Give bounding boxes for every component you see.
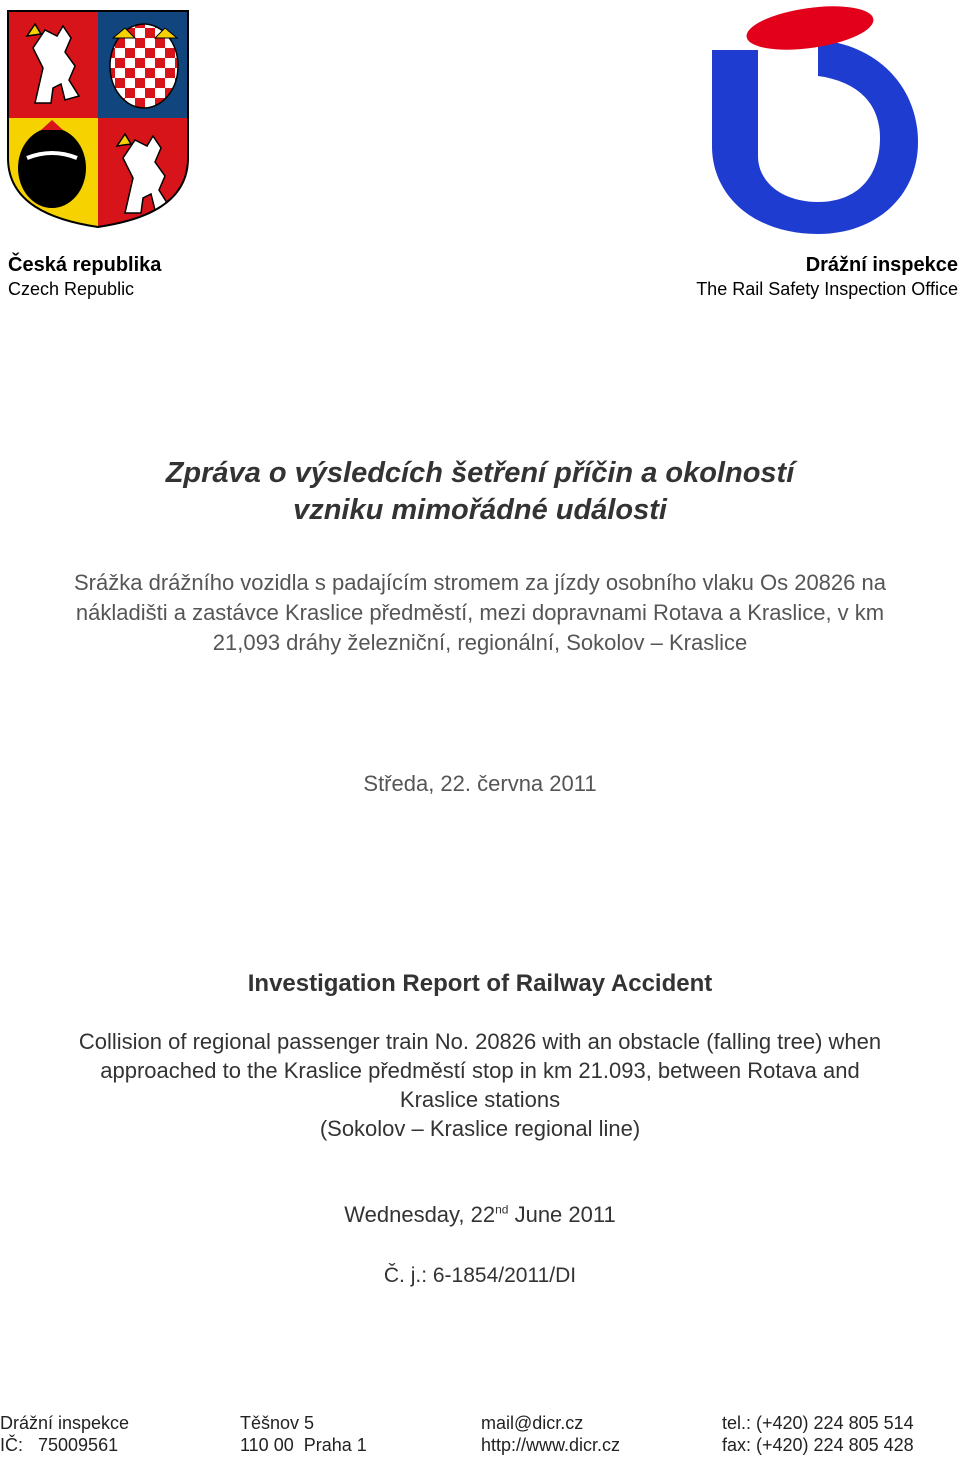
footer-org-id: IČ: 75009561 [0, 1435, 119, 1455]
footer-col-organization [0, 1412, 129, 1456]
report-title-cz-line1: Zpráva o výsledcích šetření příčin a okolností [165, 457, 795, 489]
header-right [628, 253, 958, 301]
report-description-en [0, 1027, 960, 1143]
footer-street: Těšnov 5 [240, 1413, 315, 1433]
report-title-en: Investigation Report of Railway Accident [247, 970, 713, 997]
header-left [8, 253, 208, 301]
report-date-en [0, 1200, 960, 1230]
footer-email-link[interactable]: mail@dicr.cz [481, 1413, 584, 1433]
footer-website-link[interactable]: http://www.dicr.cz [481, 1435, 621, 1455]
report-description-en-line2: approached to the Kraslice předměstí stop in km 21.093, between Rotava and [100, 1058, 860, 1083]
report-description-cz: Srážka drážního vozidla s padajícím stromem za jízdy osobního vlaku Os 20826 na nákladišti a zastávce Kraslice předměstí, mezi dopravnami Rotava a Kraslice, v km 21,093 dráhy železniční, regionální, Sokolov – Kraslice [74, 570, 886, 655]
footer-col-phone [722, 1412, 914, 1456]
drazni-inspekce-logo [708, 6, 920, 236]
report-date-cz: Středa, 22. června 2011 [363, 771, 597, 796]
report-title-cz-line2: vzniku mimořádné události [293, 494, 667, 526]
report-date-en-prefix: Wednesday, 22 [344, 1202, 496, 1227]
footer-city: 110 00 Praha 1 [240, 1435, 367, 1455]
country-name-en: Czech Republic [8, 279, 135, 299]
report-description-en-line3: Kraslice stations [399, 1087, 561, 1112]
report-date-en-sup: nd [495, 1202, 509, 1217]
reference-number: Č. j.: 6-1854/2011/DI [383, 1264, 577, 1287]
footer-org-name: Drážní inspekce [0, 1413, 130, 1433]
country-name-cz: Česká republika [8, 254, 162, 276]
office-name-cz: Drážní inspekce [805, 254, 958, 276]
footer-fax: fax: (+420) 224 805 428 [722, 1435, 914, 1455]
report-title-cz [0, 455, 960, 529]
report-description-en-line4: (Sokolov – Kraslice regional line) [319, 1116, 641, 1141]
footer-col-address [240, 1412, 367, 1456]
report-date-en-suffix: June 2011 [508, 1202, 616, 1227]
report-description-en-line1: Collision of regional passenger train No. 20826 with an obstacle (falling tree) when [78, 1029, 882, 1054]
office-name-en: The Rail Safety Inspection Office [696, 279, 958, 299]
czech-coat-of-arms-logo [5, 8, 191, 230]
footer-tel: tel.: (+420) 224 805 514 [722, 1413, 914, 1433]
footer-col-web [481, 1412, 620, 1456]
